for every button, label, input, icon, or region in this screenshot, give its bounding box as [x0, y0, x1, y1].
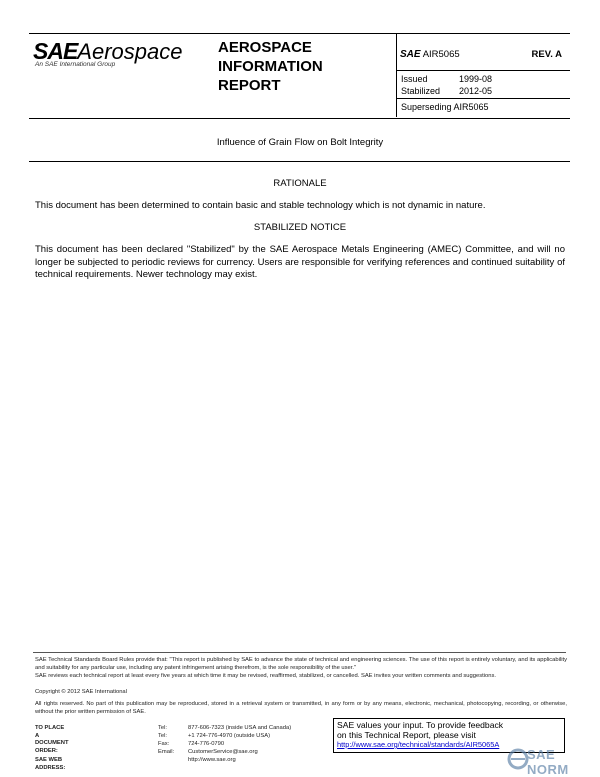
footer-rights-text: All rights reserved. No part of this publication may be reproduced, stored in a retrieval system or transmitted, in any form or by any means, electronic, mechanical, photocopying, recording, or otherwise, without the prior written permission of SAE.	[35, 701, 567, 715]
watermark-logo-icon	[507, 744, 529, 774]
stabilized-notice-heading: STABILIZED NOTICE	[253, 222, 347, 233]
email-link[interactable]: CustomerService@sae.org	[188, 749, 258, 755]
logo-aerospace-text: Aerospace	[77, 39, 183, 64]
footer-rule	[33, 652, 566, 653]
footer-copyright: Copyright © 2012 SAE International	[35, 689, 127, 695]
contact-value: +1 724-776-4970 (outside USA)	[188, 733, 271, 739]
superseding: Superseding AIR5065	[401, 102, 489, 112]
sae-norm-watermark	[505, 742, 600, 776]
website-link[interactable]: http://www.sae.org	[188, 757, 236, 763]
stabilized-value: 2012-05	[459, 86, 493, 96]
contact-key: Tel:	[158, 733, 168, 739]
rationale-heading: RATIONALE	[273, 178, 327, 189]
issued-label: Issued	[401, 74, 428, 84]
issued-value: 1999-08	[459, 74, 493, 84]
doc-type-line: INFORMATION	[218, 58, 323, 75]
web-label: SAE WEB ADDRESS:	[35, 757, 66, 771]
stabilized-row	[401, 86, 492, 96]
feedback-line: SAE values your input. To provide feedback	[337, 720, 504, 730]
doc-type-line: AEROSPACE	[218, 39, 312, 56]
contact-key: Email:	[158, 749, 175, 755]
footer-review-text: SAE reviews each technical report at least every five years at which time it may be revised, reaffirmed, stabilized, or cancelled. SAE invites your written comments and suggestions.	[35, 673, 496, 679]
issued-row	[401, 74, 492, 84]
contact-key: Fax:	[158, 741, 170, 747]
revision: REV. A	[531, 49, 562, 60]
stabilized-label: Stabilized	[401, 86, 441, 96]
contact-value: 724-776-0790	[188, 741, 225, 747]
header-rule	[396, 70, 570, 71]
contact-key: Tel:	[158, 725, 168, 731]
header-divider	[396, 33, 397, 117]
footer-rules-text: SAE Technical Standards Board Rules provide that: "This report is published by SAE to advance the state of technical and engineering sciences. The use of this report is entirely voluntary, and its applicability and suitability for any particular use, including any patent infringement arising therefrom, is the sole responsibility of the user."	[35, 657, 567, 671]
feedback-link[interactable]: http://www.sae.org/technical/standards/AIR5065A	[337, 740, 500, 749]
contact-value: 877-606-7323 (inside USA and Canada)	[188, 725, 292, 731]
header-rule	[396, 98, 570, 99]
order-label: TO PLACE A DOCUMENT ORDER:	[35, 725, 69, 754]
document-title: Influence of Grain Flow on Bolt Integrity	[216, 137, 384, 148]
logo-subtitle: An SAE International Group	[35, 61, 116, 68]
doc-prefix: SAE	[400, 49, 421, 60]
stabilized-notice-text: This document has been declared "Stabilized" by the SAE Aerospace Metals Engineering (AMEC) Committee, and will no longer be subjected to periodic reviews for currency. Users are responsible for verifying references and continued suitability of technical requirements. Newer technology may exist.	[35, 244, 565, 280]
doc-type-line: REPORT	[218, 77, 281, 94]
doc-number: AIR5065	[422, 49, 460, 60]
document-number-row	[400, 49, 570, 65]
watermark-text: SAE NORM	[527, 747, 569, 777]
feedback-line: on this Technical Report, please visit	[337, 729, 476, 740]
document-type	[218, 38, 323, 95]
logo-sae-text: SAE	[33, 38, 78, 64]
sae-aerospace-logo	[33, 38, 193, 74]
rationale-text: This document has been determined to contain basic and stable technology which is not dynamic in nature.	[35, 200, 486, 211]
